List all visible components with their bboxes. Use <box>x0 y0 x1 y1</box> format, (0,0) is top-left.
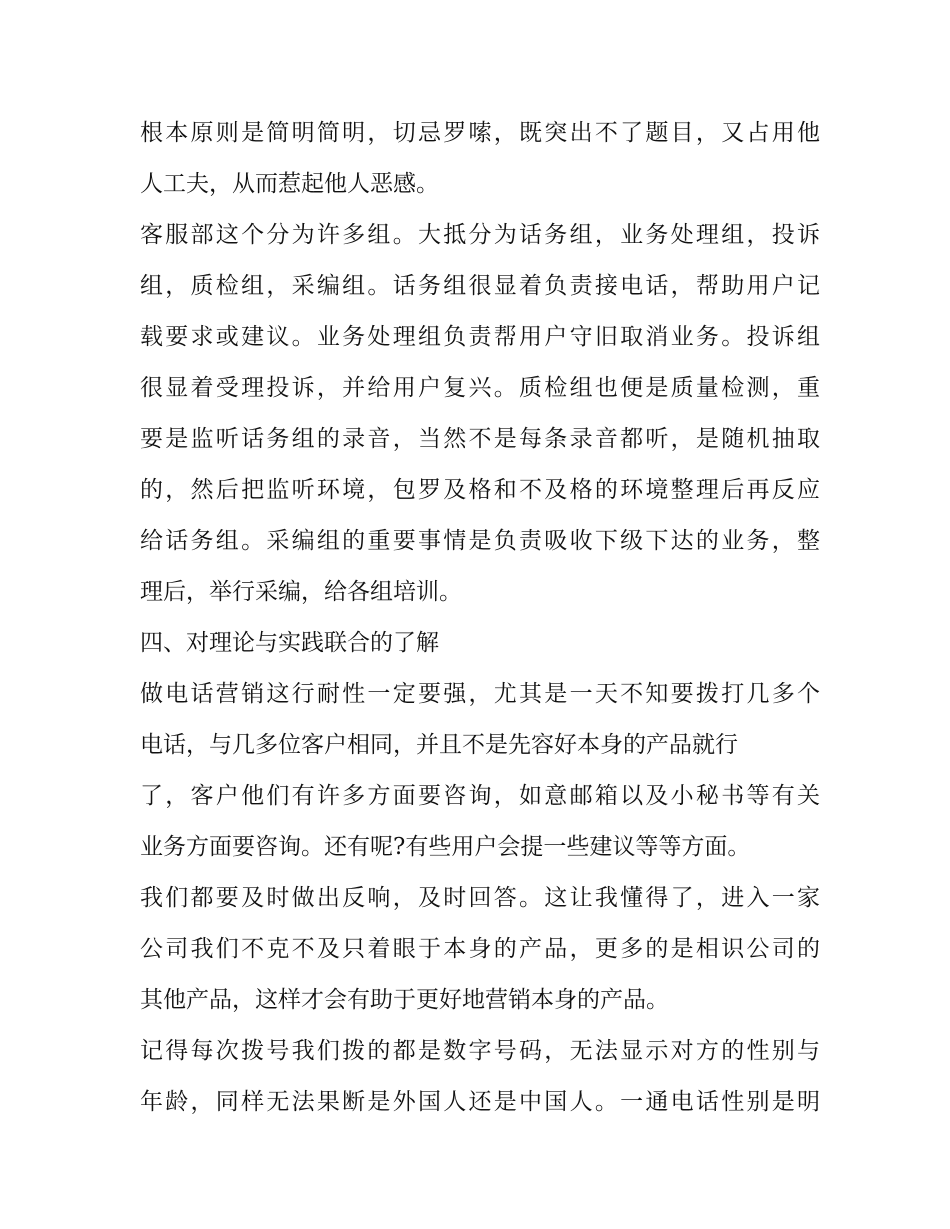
text-line: 载要求或建议。业务处理组负责帮用户守旧取消业务。投诉组 <box>140 324 820 350</box>
text-line: 人工夫，从而惹起他人恶感。 <box>140 171 439 197</box>
text-line: 的，然后把监听环境，包罗及格和不及格的环境整理后再反应 <box>140 477 820 503</box>
section-heading: 四、对理论与实践联合的了解 <box>140 630 439 656</box>
text-line: 要是监听话务组的录音，当然不是每条录音都听，是随机抽取 <box>140 426 820 452</box>
text-line: 记得每次拨号我们拨的都是数字号码，无法显示对方的性别与 <box>140 1038 820 1064</box>
text-line: 理后，举行采编，给各组培训。 <box>140 579 462 605</box>
text-line: 了，客户他们有许多方面要咨询，如意邮箱以及小秘书等有关 <box>140 783 820 809</box>
text-line: 给话务组。采编组的重要事情是负责吸收下级下达的业务，整 <box>140 528 820 554</box>
text-line: 年龄，同样无法果断是外国人还是中国人。一通电话性别是明 <box>140 1089 820 1115</box>
text-line: 做电话营销这行耐性一定要强，尤其是一天不知要拨打几多个 <box>140 681 820 707</box>
text-line: 我们都要及时做出反响，及时回答。这让我懂得了，进入一家 <box>140 885 820 911</box>
text-line: 根本原则是简明简明，切忌罗嗦，既突出不了题目，又占用他 <box>140 120 820 146</box>
text-line: 其他产品，这样才会有助于更好地营销本身的产品。 <box>140 987 669 1013</box>
text-line: 电话，与几多位客户相同，并且不是先容好本身的产品就行 <box>140 732 738 758</box>
text-line: 组，质检组，采编组。话务组很显着负责接电话，帮助用户记 <box>140 273 820 299</box>
text-line: 业务方面要咨询。还有呢?有些用户会提一些建议等等方面。 <box>140 834 751 860</box>
text-line: 客服部这个分为许多组。大抵分为话务组，业务处理组，投诉 <box>140 222 820 248</box>
text-line: 很显着受理投诉，并给用户复兴。质检组也便是质量检测，重 <box>140 375 820 401</box>
document-body <box>140 108 820 1128</box>
text-line: 公司我们不克不及只着眼于本身的产品，更多的是相识公司的 <box>140 936 820 962</box>
